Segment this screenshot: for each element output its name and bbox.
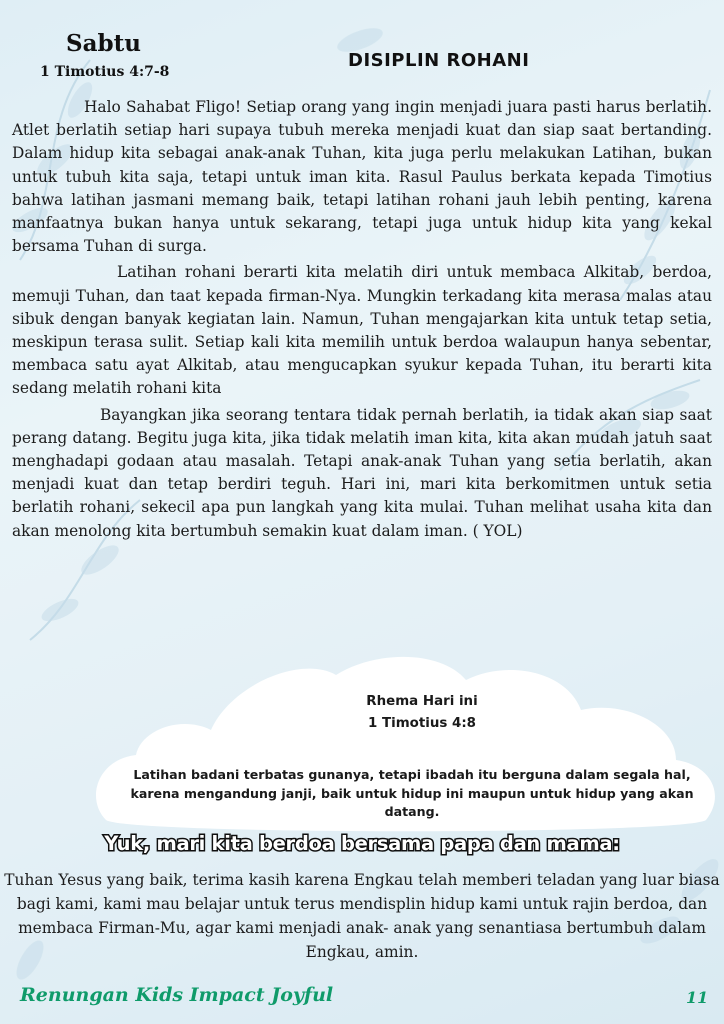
- paragraph: Halo Sahabat Fligo! Setiap orang yang ingin menjadi juara pasti harus berlatih. Atlet berlatih setiap hari supaya tubuh mereka menjadi kuat dan siap saat bertanding. Dalam hidup kita sebagai anak-anak Tuhan, kita juga perlu melakukan Latihan, bukan untuk tubuh kita saja, tetapi untuk iman kita. Rasul Paulus berkata kepada Timotius bahwa latihan jasmani memang baik, tetapi latihan rohani jauh lebih penting, karena manfaatnya bukan hanya untuk sekarang, tetapi juga untuk hidup kita yang kekal bersama Tuhan di surga.: [12, 98, 712, 256]
- page-title: DISIPLIN ROHANI: [348, 50, 530, 71]
- rhema-reference: 1 Timotius 4:8: [367, 716, 476, 731]
- paragraph: Bayangkan jika seorang tentara tidak pernah berlatih, ia tidak akan siap saat perang datang. Begitu juga kita, jika tidak melatih iman kita, kita akan mudah jatuh saat menghadapi godaan atau masalah. Tetapi anak-anak Tuhan yang setia berlatih, akan menjadi kuat dan tetap berdiri teguh. Hari ini, mari kita berkomitmen untuk setia berlatih rohani, sekecil apa pun langkah yang kita mulai. Tuhan melihat usaha kita dan akan menolong kita bertumbuh semakin kuat dalam iman. ( YOL): [12, 405, 712, 540]
- page-number: 11: [686, 988, 709, 1007]
- bible-reference: 1 Timotius 4:7-8: [40, 64, 170, 80]
- rhema-heading: [300, 691, 544, 735]
- paragraph: Latihan rohani berarti kita melatih diri untuk membaca Alkitab, berdoa, memuji Tuhan, dan taat kepada firman-Nya. Mungkin terkadang kita merasa malas atau sibuk dengan banyak kegiatan lain. Namun, Tuhan mengajarkan kita untuk tetap setia, meskipun terasa sulit. Setiap kali kita memilih untuk berdoa walaupun hanya sebentar, membaca satu ayat Alkitab, atau mengucapkan syukur kepada Tuhan, itu berarti kita sedang melatih rohani kita: [12, 263, 712, 398]
- prayer-heading: Yuk, mari kita berdoa bersama papa dan mama:: [104, 832, 620, 855]
- devotional-body: [12, 96, 712, 546]
- day-label: Sabtu: [66, 30, 141, 57]
- rhema-title: Rhema Hari ini: [366, 694, 478, 709]
- rhema-verse: Latihan badani terbatas gunanya, tetapi ibadah itu berguna dalam segala hal, karena mengandung janji, baik untuk hidup ini maupun untuk hidup yang akan datang.: [130, 767, 694, 819]
- prayer-text: Tuhan Yesus yang baik, terima kasih karena Engkau telah memberi teladan yang luar biasa bagi kami, kami mau belajar untuk terus mendisplin hidup kami untuk rajin berdoa, dan membaca Firman-Mu, agar kami menjadi anak- anak yang senantiasa bertumbuh dalam Engkau, amin.: [4, 871, 720, 961]
- footer-brand: Renungan Kids Impact Joyful: [20, 984, 334, 1006]
